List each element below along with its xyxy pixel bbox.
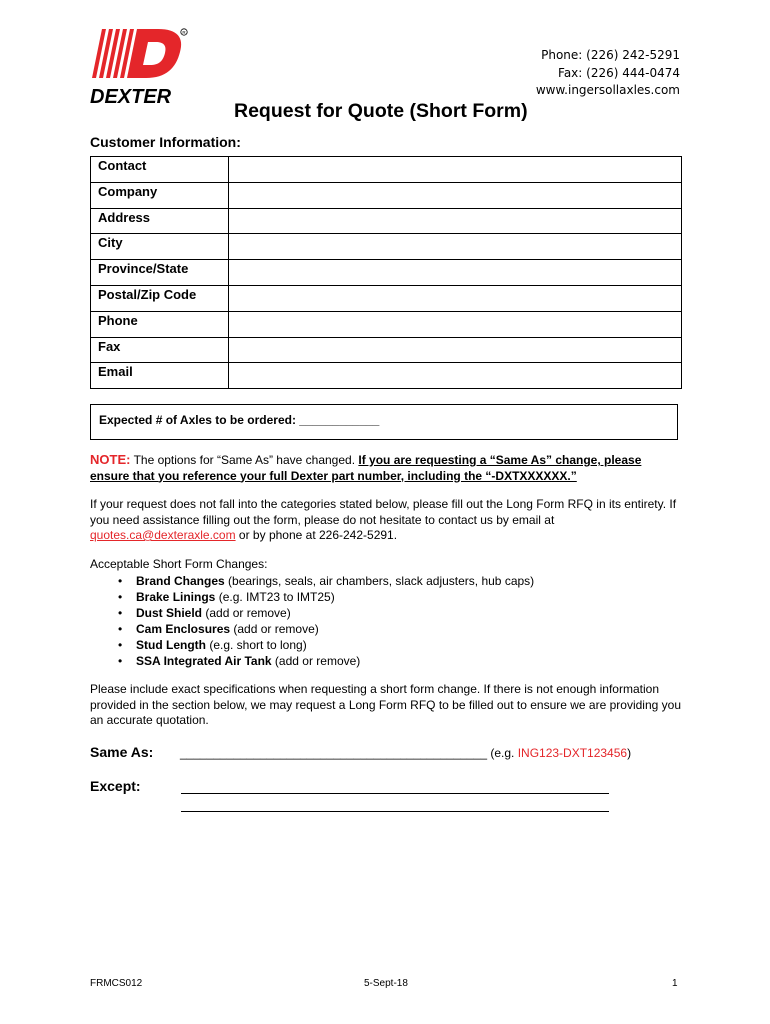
specifications-paragraph: Please include exact specifications when requesting a short form change. If there is not enough information provided in the section below, we may request a Long Form RFQ to be filled out to ensure we are providing you an accurate quotation. [90, 682, 681, 727]
same-as-label: Same As: [90, 744, 154, 760]
note-text: The options for “Same As” have changed. [130, 453, 359, 467]
changes-heading: Acceptable Short Form Changes: [90, 557, 268, 571]
except-label: Except: [90, 778, 141, 794]
page-number: 1 [672, 978, 678, 989]
dexter-logo [88, 24, 192, 106]
field-label: Contact [91, 157, 229, 183]
customer-info-table [90, 156, 682, 389]
customer-info-heading: Customer Information: [90, 134, 241, 150]
contact-block [536, 47, 680, 100]
customer-row-email [91, 363, 682, 389]
logo-wordmark: DEXTER [90, 86, 172, 106]
page-title: Request for Quote (Short Form) [234, 100, 528, 122]
change-detail: (bearings, seals, air chambers, slack adjusters, hub caps) [224, 574, 535, 588]
company-input-cell[interactable] [229, 182, 682, 208]
example-prefix: (e.g. [487, 746, 518, 760]
city-input-cell[interactable] [229, 234, 682, 260]
customer-row-city [91, 234, 682, 260]
except-line[interactable] [181, 793, 609, 794]
list-item [118, 605, 534, 621]
svg-text:R: R [182, 30, 186, 35]
field-label: Address [91, 208, 229, 234]
form-code: FRMCS012 [90, 978, 143, 989]
axles-field[interactable]: Expected # of Axles to be ordered: ____________ [99, 413, 380, 427]
change-name: SSA Integrated Air Tank [136, 654, 272, 668]
list-item [118, 589, 534, 605]
change-name: Dust Shield [136, 606, 203, 620]
email-input-cell[interactable] [229, 363, 682, 389]
change-name: Brand Changes [136, 574, 225, 588]
changes-list [118, 573, 534, 669]
change-detail: (e.g. IMT23 to IMT25) [215, 590, 335, 604]
change-detail: (add or remove) [271, 654, 361, 668]
list-item [118, 637, 534, 653]
address-input-cell[interactable] [229, 208, 682, 234]
phone-input-cell[interactable] [229, 311, 682, 337]
change-name: Cam Enclosures [136, 622, 231, 636]
customer-row-postal [91, 285, 682, 311]
customer-row-address [91, 208, 682, 234]
customer-row-contact [91, 157, 682, 183]
change-detail: (e.g. short to long) [205, 638, 307, 652]
field-label: City [91, 234, 229, 260]
fax-number: Fax: (226) 444-0474 [558, 65, 680, 80]
example-part-number: ING123-DXT123456 [517, 746, 628, 760]
para1-text-after: or by phone at 226-242-5291. [235, 528, 398, 542]
field-label: Postal/Zip Code [91, 285, 229, 311]
field-label: Province/State [91, 260, 229, 286]
example-suffix: ) [627, 746, 632, 760]
field-label: Email [91, 363, 229, 389]
fax-input-cell[interactable] [229, 337, 682, 363]
customer-row-company [91, 182, 682, 208]
list-item [118, 573, 534, 589]
note-emphasis: If you are requesting a “Same As” change, please ensure that you reference your full Dexter part number, including the “-DXTXXXXXX.” [90, 453, 642, 483]
change-detail: (add or remove) [202, 606, 291, 620]
change-detail: (add or remove) [230, 622, 319, 636]
customer-row-phone [91, 311, 682, 337]
axles-box [90, 404, 678, 440]
customer-row-province [91, 260, 682, 286]
dexter-logo-mark [88, 24, 192, 106]
form-date: 5-Sept-18 [364, 978, 408, 989]
note-label: NOTE: [90, 452, 131, 467]
postal-input-cell[interactable] [229, 285, 682, 311]
phone-number: Phone: (226) 242-5291 [541, 48, 680, 62]
change-name: Stud Length [136, 638, 206, 652]
contact-input-cell[interactable] [229, 157, 682, 183]
province-input-cell[interactable] [229, 260, 682, 286]
website: www.ingersollaxles.com [535, 83, 680, 97]
note-paragraph [90, 452, 680, 484]
except-line[interactable] [181, 811, 609, 812]
email-link[interactable]: quotes.ca@dexteraxle.com [90, 528, 236, 542]
long-form-paragraph [90, 497, 680, 544]
para1-text-before: If your request does not fall into the categories stated below, please fill out the Long Form RFQ in its entirety. If you need assistance filling out the form, please do not hesitate to contact us by email at [90, 497, 677, 527]
field-label: Phone [91, 311, 229, 337]
field-label: Company [91, 182, 229, 208]
same-as-field[interactable] [180, 746, 631, 760]
field-label: Fax [91, 337, 229, 363]
change-name: Brake Linings [136, 590, 216, 604]
customer-row-fax [91, 337, 682, 363]
same-as-blank[interactable]: ______________________________________________ [180, 746, 487, 760]
list-item [118, 621, 534, 637]
list-item [118, 653, 534, 669]
